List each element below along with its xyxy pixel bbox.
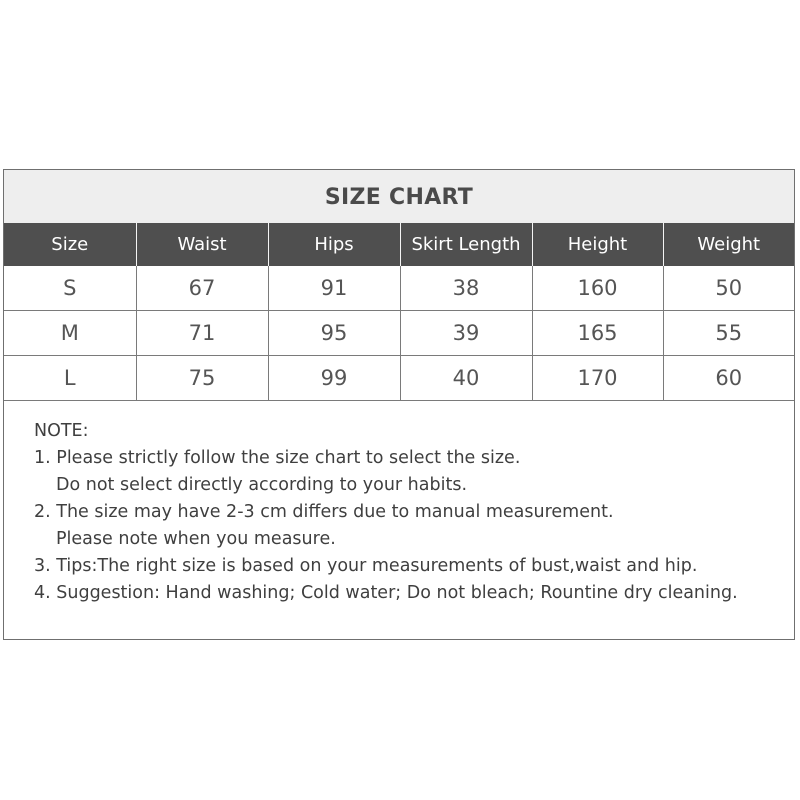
note-item: 2. The size may have 2-3 cm differs due to manual measurement. — [34, 502, 614, 522]
note-item: 1. Please strictly follow the size chart to select the size. — [34, 448, 521, 468]
header-skirt-length: Skirt Length — [400, 223, 532, 266]
note-item: 3. Tips:The right size is based on your measurements of bust,waist and hip. — [34, 556, 698, 576]
notes-section — [34, 418, 789, 607]
header-size: Size — [4, 223, 136, 266]
chart-title: SIZE CHART — [324, 185, 474, 210]
cell-weight: 50 — [663, 266, 794, 311]
cell-size: M — [4, 311, 136, 356]
note-continuation: Please note when you measure. — [56, 529, 336, 549]
notes-heading: NOTE: — [34, 421, 89, 441]
title-bar — [4, 170, 794, 223]
cell-hips: 99 — [268, 356, 400, 401]
table-row — [4, 311, 794, 356]
cell-size: S — [4, 266, 136, 311]
cell-height: 160 — [532, 266, 663, 311]
cell-weight: 55 — [663, 311, 794, 356]
table-row — [4, 356, 794, 401]
note-item: 4. Suggestion: Hand washing; Cold water; Do not bleach; Rountine dry cleaning. — [34, 583, 738, 603]
cell-waist: 67 — [136, 266, 268, 311]
cell-waist: 71 — [136, 311, 268, 356]
size-chart-card — [3, 169, 795, 640]
cell-weight: 60 — [663, 356, 794, 401]
header-waist: Waist — [136, 223, 268, 266]
cell-skirt-length: 38 — [400, 266, 532, 311]
table-row — [4, 266, 794, 311]
note-continuation: Do not select directly according to your habits. — [56, 475, 468, 495]
size-table — [4, 223, 794, 401]
cell-size: L — [4, 356, 136, 401]
cell-waist: 75 — [136, 356, 268, 401]
cell-skirt-length: 39 — [400, 311, 532, 356]
cell-skirt-length: 40 — [400, 356, 532, 401]
header-hips: Hips — [268, 223, 400, 266]
header-height: Height — [532, 223, 663, 266]
cell-height: 165 — [532, 311, 663, 356]
header-weight: Weight — [663, 223, 794, 266]
cell-hips: 91 — [268, 266, 400, 311]
cell-hips: 95 — [268, 311, 400, 356]
cell-height: 170 — [532, 356, 663, 401]
table-header-row — [4, 223, 794, 266]
